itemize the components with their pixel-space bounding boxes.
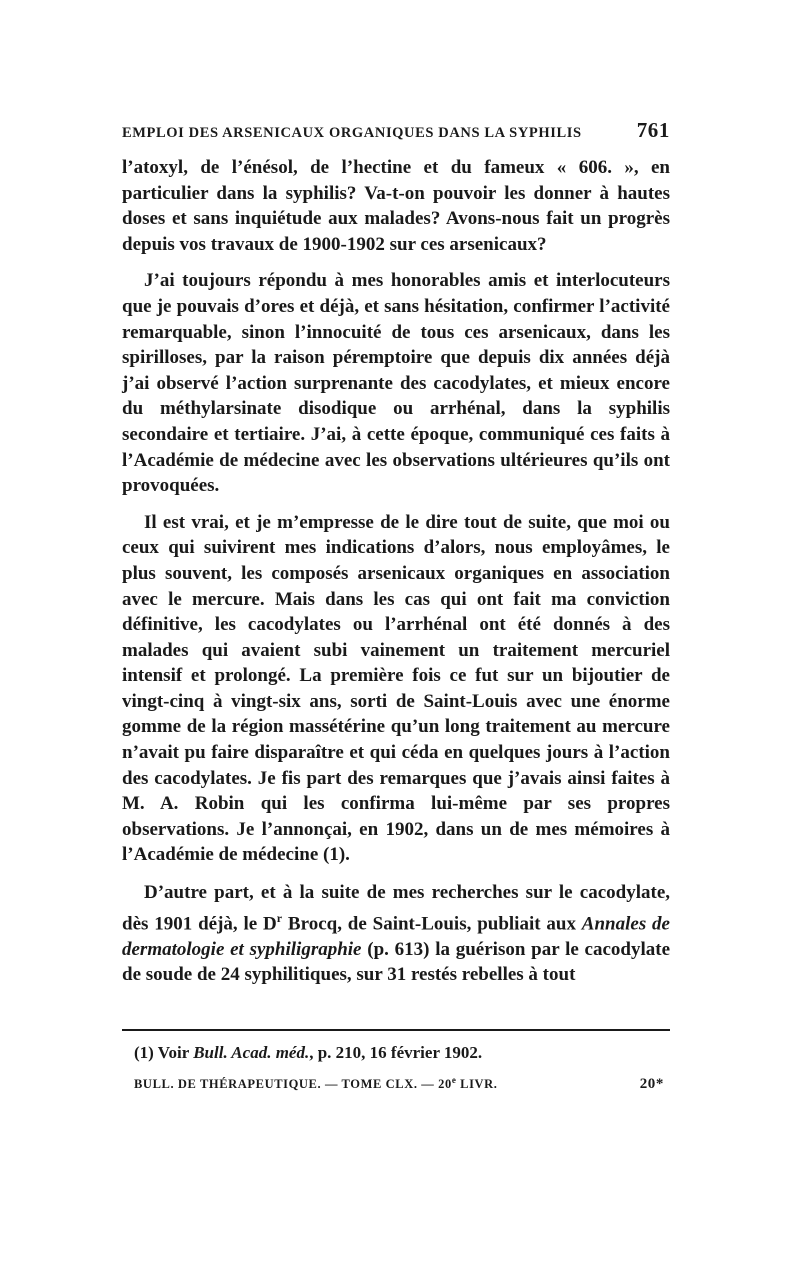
page-number: 761 [636, 118, 670, 142]
paragraph-4 [122, 880, 670, 988]
paragraph-2: J’ai toujours répondu à mes honorables amis et interlocuteurs que je pouvais d’ores et déjà, et sans hésitation, confirmer l’activité remarquable, sinon l’innocuité de tous ces arsenicaux, dans les spirilloses, par la raison péremptoire que depuis dix années déjà j’ai observé l’action surprenante des cacodylates, et mieux encore du méthylarsinate disodique ou arrhénal, dans la syphilis secondaire et tertiaire. J’ai, à cette époque, communiqué ces faits à l’Académie de médecine avec les observations ultérieures qu’ils ont provoquées. [122, 270, 670, 497]
footnote-rule [122, 1029, 670, 1031]
footer-left: BULL. DE THÉRAPEUTIQUE. — TOME CLX. — 20 [134, 1077, 452, 1092]
running-title: EMPLOI DES ARSENICAUX ORGANIQUES DANS LA SYPHILIS [122, 125, 582, 141]
paragraph-1: l’atoxyl, de l’énésol, de l’hectine et du fameux « 606. », en particulier dans la syphilis? Va-t-on pouvoir les donner à hautes doses et sans inquiétude aux malades? Avons-nous fait un progrès depuis vos travaux de 1900-1902 sur ces arsenicaux? [122, 157, 670, 255]
signature-mark: 20* [639, 1076, 664, 1093]
footer-superscript: e [451, 1075, 457, 1085]
running-header [122, 118, 670, 143]
journal-title: Annales de dermatologie et syphiligraphie [122, 912, 670, 960]
paragraph-4-superscript: r [276, 910, 283, 925]
footer-imprint [134, 1075, 498, 1092]
paragraph-4-part-c: (p. 613) la guérison par le cacodylate de soude de 24 syphilitiques, sur 31 restés rebelles à tout [122, 938, 671, 986]
footnote [134, 1043, 664, 1063]
footnote-journal: Bull. Acad. méd. [193, 1043, 310, 1062]
bulletin-footer [134, 1075, 664, 1093]
paragraph-4-part-a: D’autre part, et à la suite de mes recherches sur le cacodylate, dès 1901 déjà, le D [122, 882, 670, 934]
body-text [122, 155, 670, 988]
footnote-citation: , p. 210, 16 février 1902. [309, 1043, 483, 1062]
footer-right: LIVR. [456, 1077, 498, 1092]
paragraph-3: Il est vrai, et je m’empresse de le dire tout de suite, que moi ou ceux qui suivirent mes indications d’alors, nous employâmes, le plus souvent, les composés arsenicaux organiques en association avec le mercure. Mais dans les cas qui ont fait ma conviction définitive, les cacodylates ou l’arrhénal ont été donnés à des malades qui avaient subi vainement un traitement mercuriel intensif et prolongé. La première fois ce fut sur un bijoutier de vingt-cinq à vingt-six ans, sorti de Saint-Louis avec une énorme gomme de la région massétérine qu’un long traitement au mercure n’avait pu faire disparaître et qui céda en quelques jours à l’action des cacodylates. Je fis part des remarques que j’avais ainsi faites à M. A. Robin qui les confirma lui-même par ses propres observations. Je l’annonçai, en 1902, dans un de mes mémoires à l’Académie de médecine (1). [122, 511, 670, 866]
paragraph-4-part-b: Brocq, de Saint-Louis, publiait aux [282, 912, 582, 934]
footnote-marker: (1) Voir [134, 1043, 194, 1062]
